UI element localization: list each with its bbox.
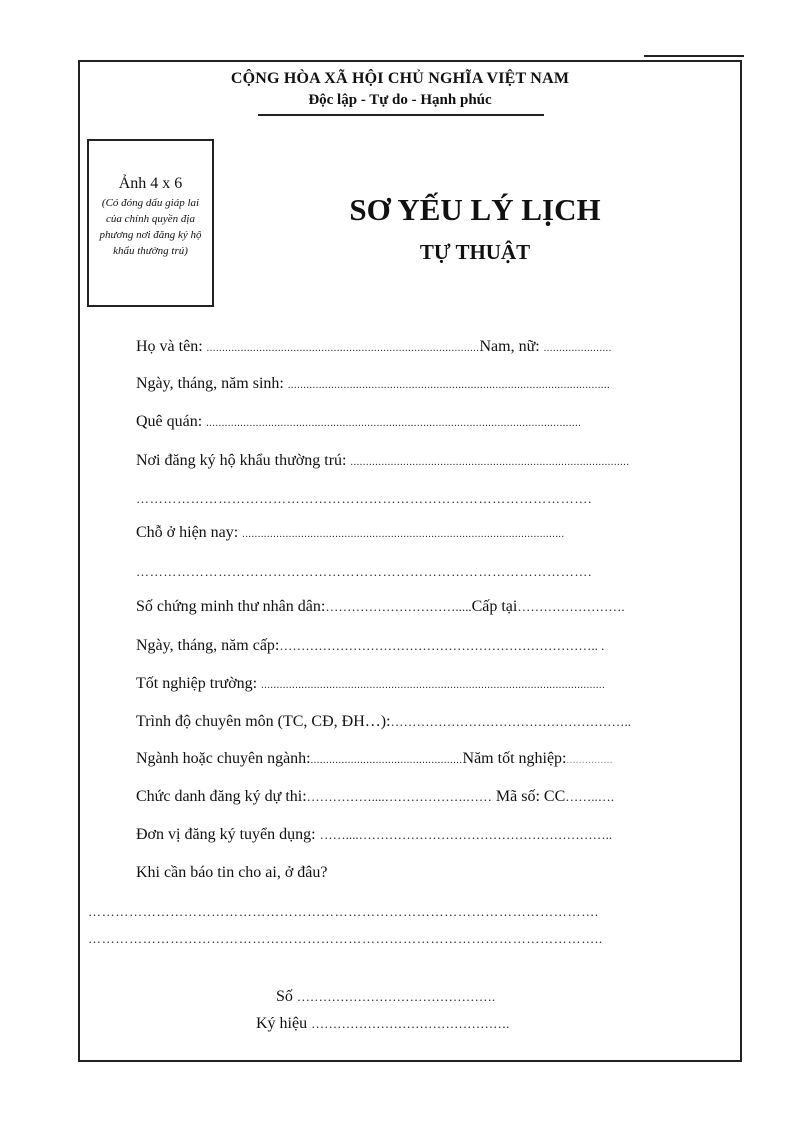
field-label: Tốt nghiệp trường: — [136, 675, 258, 692]
fill-line[interactable]: ................................................. — [310, 755, 463, 766]
symbol-fill[interactable]: ………………………………………. — [311, 1016, 510, 1031]
field-school[interactable] — [136, 675, 605, 693]
contact-line-1[interactable]: …………………………………………………………………………………………………. — [88, 904, 599, 919]
footer-symbol[interactable] — [256, 1015, 509, 1033]
fill-line[interactable]: .......................................................................................... — [350, 457, 630, 468]
grad-year-fill[interactable]: ............... — [566, 755, 613, 766]
field-current-address[interactable] — [136, 524, 565, 542]
field-label: Số chứng minh thư nhân dân: — [136, 598, 326, 615]
number-label: Số — [276, 988, 293, 1005]
field-major[interactable] — [136, 750, 613, 768]
fill-line[interactable]: ……………………………………………….. — [390, 714, 632, 729]
field-position[interactable] — [136, 788, 614, 806]
number-fill[interactable]: ………………………………………. — [296, 989, 496, 1004]
photo-placeholder — [87, 139, 214, 307]
field-issue-date[interactable] — [136, 637, 604, 655]
field-unit[interactable] — [136, 826, 612, 844]
field-qualification[interactable] — [136, 713, 631, 731]
gender-label: Nam, nữ: — [479, 338, 540, 355]
field-full-name[interactable] — [136, 338, 612, 356]
photo-stamp-note: (Có đóng dấu giáp lai của chính quyền địa phương nơi đăng ký hộ khẩu thường trú) — [99, 197, 202, 257]
fill-line[interactable]: …………………………..... — [325, 599, 472, 614]
national-title: CỘNG HÒA XÃ HỘI CHỦ NGHĨA VIỆT NAM — [230, 70, 570, 87]
field-label: Ngành hoặc chuyên ngành: — [136, 750, 311, 767]
fill-line[interactable]: ........................................................................................................ — [242, 529, 565, 540]
field-label: Trình độ chuyên môn (TC, CĐ, ĐH…): — [136, 713, 391, 730]
footer-number[interactable] — [276, 988, 495, 1006]
contact-line-2[interactable]: ………………………………………………………………………………………………….. — [88, 931, 603, 946]
field-label: Họ và tên: — [136, 338, 203, 355]
fill-line[interactable]: ........................................................................................................ — [287, 380, 611, 391]
document-title: SƠ YẾU LÝ LỊCH — [349, 192, 601, 227]
issued-at-fill[interactable]: ……………………. — [517, 599, 625, 614]
symbol-label: Ký hiệu — [256, 1015, 308, 1032]
field-permanent-residence[interactable] — [136, 452, 629, 470]
fill-line[interactable]: ……………....……………….…… — [306, 789, 492, 804]
grad-year-label: Năm tốt nghiệp: — [462, 750, 567, 767]
motto-underline — [258, 114, 544, 116]
current-address-continuation[interactable]: ………………………………………………………………………………………. — [136, 564, 593, 579]
fill-line[interactable]: ……....………………………………………………….. — [319, 827, 613, 842]
field-contact-label: Khi cần báo tin cho ai, ở đâu? — [136, 864, 328, 881]
gender-fill[interactable]: ...................... — [543, 343, 612, 354]
field-birth-date[interactable] — [136, 375, 610, 393]
fill-line[interactable]: ......................................................................................................................... — [206, 418, 582, 429]
field-label: Ngày, tháng, năm cấp: — [136, 637, 280, 654]
field-id-number[interactable] — [136, 598, 625, 616]
field-label: Nơi đăng ký hộ khẩu thường trú: — [136, 452, 347, 469]
photo-size-label: Ảnh 4 x 6 — [118, 175, 183, 192]
issued-at-label: Cấp tại — [471, 598, 518, 615]
field-label: Chức danh đăng ký dự thi: — [136, 788, 307, 805]
fill-line[interactable]: ............................................................................................................... — [261, 680, 606, 691]
field-label: Đơn vị đăng ký tuyển dụng: — [136, 826, 316, 843]
document-subtitle: TỰ THUẬT — [419, 240, 531, 264]
fill-line[interactable]: ........................................................................................ — [206, 343, 480, 354]
fill-line[interactable]: ……………………………………………………………….. . — [279, 638, 605, 653]
field-label: Chỗ ở hiện nay: — [136, 524, 239, 541]
code-fill[interactable]: ……..…. — [565, 789, 614, 804]
top-right-rule — [644, 55, 744, 57]
permanent-residence-continuation[interactable]: ………………………………………………………………………………………. — [136, 491, 593, 506]
field-label: Quê quán: — [136, 413, 203, 430]
code-label: Mã số: CC — [495, 788, 566, 805]
national-motto: Độc lập - Tự do - Hạnh phúc — [308, 92, 492, 108]
field-hometown[interactable] — [136, 413, 581, 431]
field-label: Ngày, tháng, năm sinh: — [136, 375, 284, 392]
